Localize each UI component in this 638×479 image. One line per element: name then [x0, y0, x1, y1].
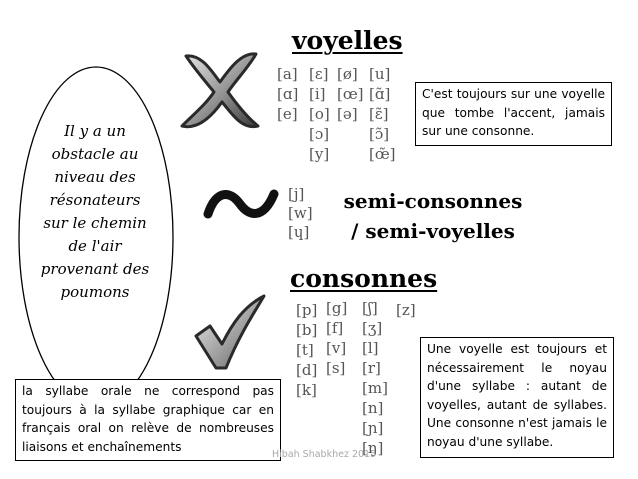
consonant-symbol: [f] — [326, 319, 344, 337]
accent-note: C'est toujours sur une voyelle que tombe l'accent, jamais sur une consonne. — [415, 82, 612, 146]
semi-symbol: [w] — [288, 204, 313, 222]
vowel-symbol: [o] — [309, 105, 330, 123]
consonants-heading: consonnes — [290, 264, 438, 293]
consonant-symbol: [ʃ] — [362, 299, 378, 317]
consonant-symbol: [g] — [326, 299, 348, 317]
semi-symbol: [ɥ] — [288, 223, 310, 241]
syllable-note: la syllabe orale ne correspond pas toujours à la syllabe graphique car en français oral on relève de nombreuses liaisons et enchaînements — [15, 379, 281, 461]
consonant-symbol: [l] — [362, 339, 379, 357]
ellipse-line: poumons — [60, 283, 130, 301]
ellipse-line: niveau des — [54, 168, 136, 186]
ellipse-line: Il y a un — [64, 122, 126, 140]
vowels-heading: voyelles — [292, 26, 403, 55]
vowel-symbol: [ɛ] — [309, 65, 329, 83]
consonant-symbol: [ʒ] — [362, 319, 383, 337]
author-credit: Hibah Shabkhez 2015 — [272, 449, 377, 460]
vowel-symbol: [ɑ] — [277, 85, 299, 103]
vowel-symbol: [a] — [277, 65, 298, 83]
check-icon — [192, 292, 274, 374]
consonant-symbol: [ɲ] — [362, 419, 384, 437]
ellipse-line: de l'air — [68, 237, 122, 255]
consonant-symbol: [z] — [396, 301, 416, 319]
consonant-symbol: [s] — [326, 359, 346, 377]
ellipse-line: sur le chemin — [43, 214, 147, 232]
cross-icon — [172, 42, 266, 136]
vowel-symbol: [ø] — [337, 65, 358, 83]
vowel-symbol: [œ̃] — [369, 145, 396, 163]
nucleus-note: Une voyelle est toujours et nécessairement le noyau d'une syllabe : autant de voyelles, autant de syllabes. Une consonne n'est jamais le noyau d'une syllabe. — [420, 337, 614, 458]
consonant-symbol: [t] — [296, 341, 314, 359]
consonant-symbol: [p] — [296, 301, 318, 319]
vowel-symbol: [ɔ̃] — [369, 125, 390, 143]
vowel-symbol: [ə] — [337, 105, 358, 123]
semi-heading — [336, 186, 530, 246]
consonant-symbol: [b] — [296, 321, 318, 339]
ellipse-line: obstacle au — [51, 145, 139, 163]
consonant-symbol: [v] — [326, 339, 347, 357]
consonant-symbol: [k] — [296, 381, 317, 399]
vowel-symbol: [ɛ̃] — [369, 105, 389, 123]
consonant-symbol: [m] — [362, 379, 388, 397]
vowel-symbol: [ɑ̃] — [369, 85, 391, 103]
vowel-symbol: [y] — [309, 145, 330, 163]
tilde-icon — [202, 184, 280, 226]
consonant-symbol: [ŋ] — [362, 439, 384, 457]
ellipse-line: provenant des — [40, 260, 150, 278]
vowel-symbol: [i] — [309, 85, 326, 103]
ellipse-line: résonateurs — [49, 191, 141, 209]
semi-symbol: [j] — [288, 185, 305, 203]
consonant-symbol: [d] — [296, 361, 318, 379]
vowel-symbol: [ɔ] — [309, 125, 330, 143]
semi-heading-line: semi-consonnes — [343, 189, 523, 213]
ellipse-text — [32, 120, 158, 304]
vowel-symbol: [e] — [277, 105, 298, 123]
consonant-symbol: [n] — [362, 399, 384, 417]
vowel-symbol: [œ] — [337, 85, 364, 103]
vowel-symbol: [u] — [369, 65, 391, 83]
consonant-symbol: [r] — [362, 359, 381, 377]
semi-heading-line: / semi-voyelles — [351, 219, 515, 243]
